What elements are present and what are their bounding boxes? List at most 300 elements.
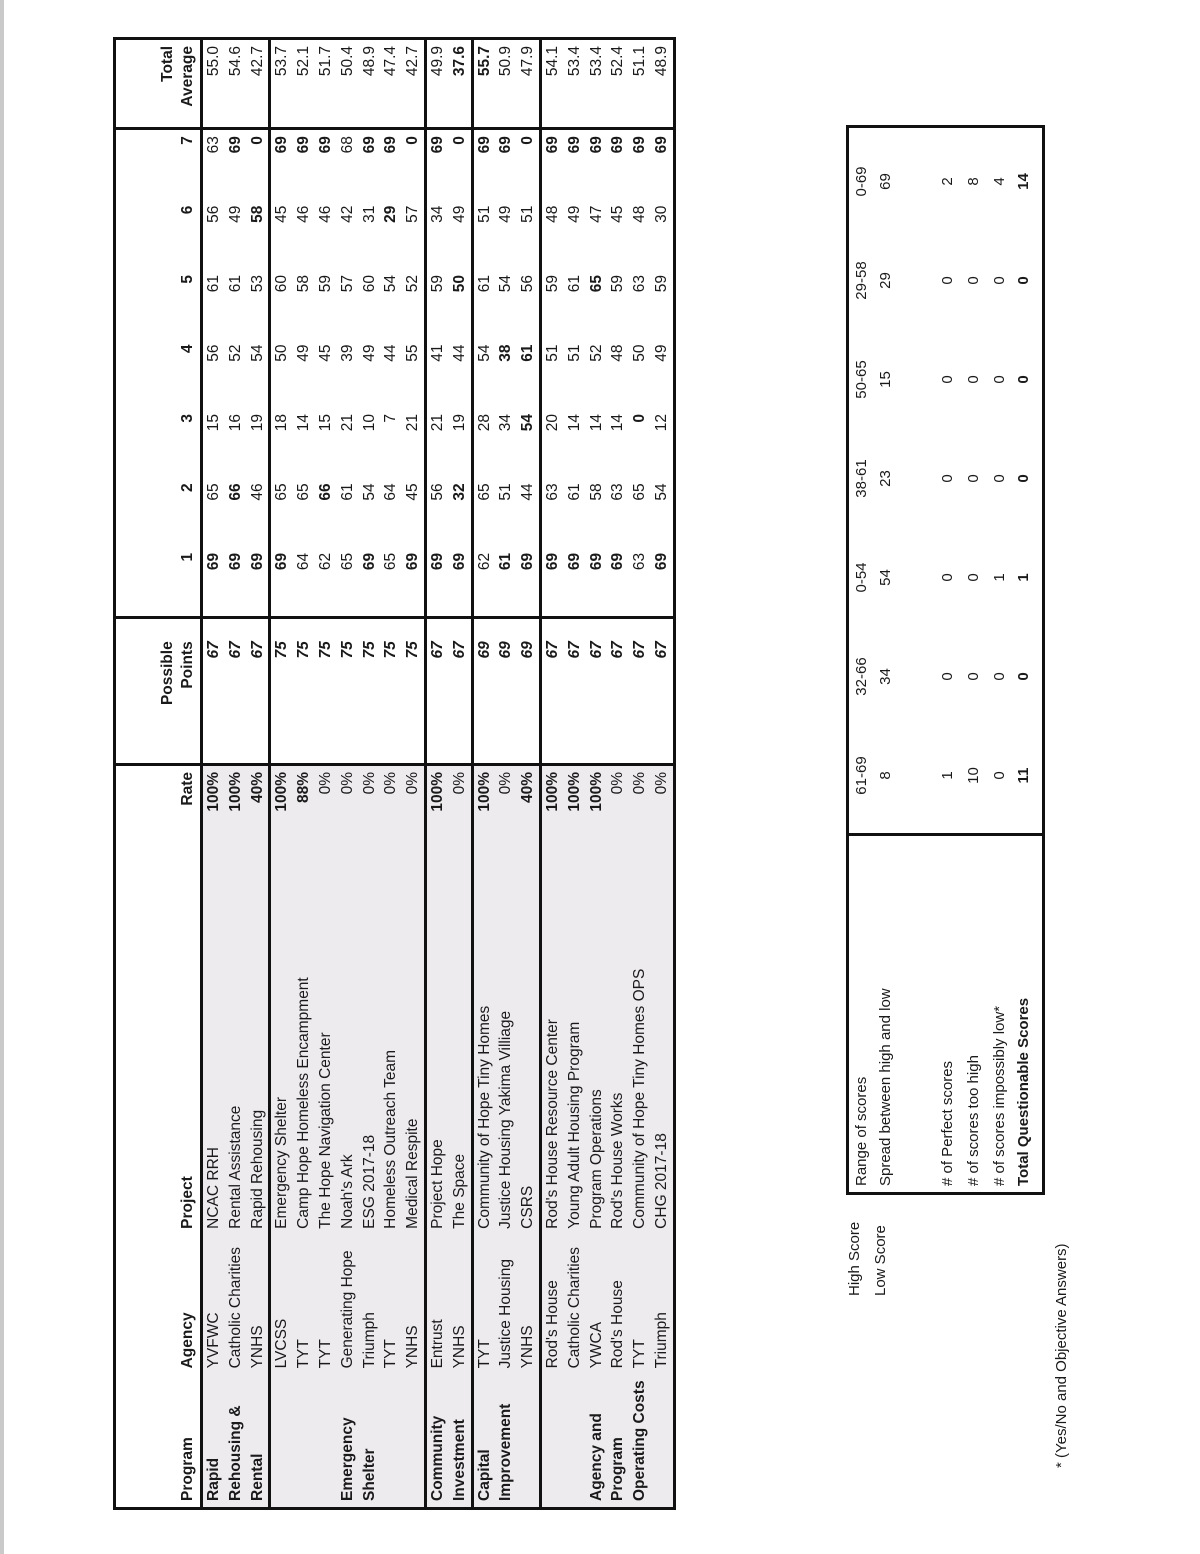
table-row — [495, 39, 517, 1509]
score-6-cell: 47 — [587, 205, 605, 223]
project-cell: Noah's Ark — [337, 923, 359, 1235]
score-3-cell: 14 — [587, 413, 605, 432]
score-1-cell: 69 — [425, 547, 448, 618]
project-cell: Emergency Shelter — [270, 923, 293, 1235]
score-2-cell: 51 — [497, 483, 515, 501]
high-score-label: High Score — [846, 1221, 863, 1296]
agency-cell: Rod's House — [540, 1235, 563, 1375]
table-row — [449, 39, 472, 1509]
score-7-cell: 69 — [382, 136, 400, 154]
program-cell: Rental — [247, 1374, 270, 1508]
score-4-cell: 50 — [273, 344, 291, 362]
score-2-cell: 44 — [519, 483, 537, 501]
score-2-cell: 65 — [295, 483, 313, 501]
summary-value: 0 — [1015, 474, 1032, 483]
table-row — [586, 39, 608, 1509]
score-2-cell: 65 — [631, 483, 649, 501]
program-cell: Emergency — [337, 1374, 359, 1508]
score-7-cell: 69 — [652, 136, 670, 154]
header-program: Program — [115, 1374, 202, 1508]
summary-value: 34 — [877, 668, 894, 685]
agency-cell: TYT — [293, 1235, 315, 1375]
score-5-cell: 61 — [205, 275, 222, 293]
score-5-cell: 58 — [295, 275, 313, 293]
project-cell: Rod's House Resource Center — [540, 923, 563, 1235]
summary-value: 1 — [939, 771, 956, 780]
summary-label-spread: Spread between high and low — [877, 988, 894, 1186]
agency-cell: YNHS — [247, 1235, 270, 1375]
score-5-cell: 52 — [404, 275, 422, 293]
total-average-cell: 47.9 — [517, 39, 540, 129]
score-5-cell: 61 — [475, 275, 493, 293]
agency-cell: Catholic Charities — [225, 1235, 247, 1375]
total-average-cell: 49.9 — [425, 39, 448, 129]
project-cell: Camp Hope Homeless Encampment — [293, 923, 315, 1235]
score-1-cell: 69 — [202, 547, 225, 618]
score-3-cell: 28 — [475, 413, 493, 432]
agency-cell: TYT — [315, 1235, 337, 1375]
project-cell: Justice Housing Yakima Villiage — [495, 923, 517, 1235]
score-7-cell: 0 — [248, 136, 266, 145]
score-5-cell: 59 — [609, 275, 627, 293]
project-cell: Project Hope — [425, 923, 448, 1235]
summary-value: 0 — [1015, 375, 1032, 384]
program-cell — [270, 1374, 293, 1508]
summary-value: 0 — [965, 672, 982, 681]
score-1-cell: 69 — [247, 547, 270, 618]
agency-cell: Triumph — [651, 1235, 674, 1375]
score-4-cell: 54 — [475, 344, 493, 362]
rate-cell: 100% — [202, 765, 225, 924]
score-1-cell: 69 — [517, 547, 540, 618]
total-average-cell: 53.4 — [564, 39, 586, 129]
score-4-cell: 55 — [404, 344, 422, 362]
agency-cell: YVFWC — [202, 1235, 225, 1375]
header-score-3: 3 — [115, 408, 202, 477]
score-6-cell: 34 — [428, 205, 446, 223]
score-6-cell: 46 — [295, 205, 313, 223]
summary-label-range: Range of scores — [853, 1076, 870, 1186]
summary-value: 1 — [991, 573, 1008, 582]
score-4-cell: 49 — [652, 344, 670, 362]
score-6-cell: 29 — [382, 205, 400, 223]
table-row — [472, 39, 495, 1509]
agency-cell: TYT — [472, 1235, 495, 1375]
table-row — [225, 39, 247, 1509]
rate-cell: 0% — [359, 765, 381, 924]
score-1-cell: 69 — [586, 547, 608, 618]
score-4-cell: 61 — [519, 344, 537, 362]
table-row — [380, 39, 402, 1509]
header-total-average — [115, 39, 202, 129]
score-1-cell: 69 — [540, 547, 563, 618]
score-4-cell: 45 — [316, 344, 334, 362]
header-score-6: 6 — [115, 200, 202, 269]
possible-points-cell: 75 — [337, 618, 359, 765]
summary-value: 0 — [991, 276, 1008, 285]
score-4-cell: 54 — [248, 344, 266, 362]
summary-row-total-questionable — [1013, 132, 1035, 825]
project-cell: NCAC RRH — [202, 923, 225, 1235]
header-score-4: 4 — [115, 338, 202, 407]
possible-points-cell: 69 — [495, 618, 517, 765]
table-row — [651, 39, 674, 1509]
rate-cell: 0% — [607, 765, 629, 924]
summary-labels — [849, 833, 1042, 1192]
summary-value: 0 — [991, 474, 1008, 483]
score-1-cell: 69 — [270, 547, 293, 618]
rate-cell: 100% — [540, 765, 563, 924]
table-row — [607, 39, 629, 1509]
project-cell: Community of Hope Tiny Homes — [472, 923, 495, 1235]
score-2-cell: 66 — [316, 483, 334, 501]
score-7-cell: 69 — [587, 136, 605, 154]
summary-label-total-questionable: Total Questionable Scores — [1015, 997, 1032, 1186]
summary-value: 0 — [939, 276, 956, 285]
rate-cell: 40% — [247, 765, 270, 924]
score-5-cell: 63 — [631, 275, 649, 293]
score-6-cell: 49 — [226, 205, 244, 223]
summary-value: 0 — [965, 276, 982, 285]
total-average-cell: 42.7 — [247, 39, 270, 129]
score-2-cell: 66 — [226, 483, 244, 501]
score-7-cell: 69 — [295, 136, 313, 154]
score-7-cell: 0 — [519, 136, 537, 145]
summary-value: 0 — [965, 474, 982, 483]
possible-points-cell: 75 — [380, 618, 402, 765]
score-7-cell: 69 — [316, 136, 334, 154]
table-row — [315, 39, 337, 1509]
score-3-cell: 19 — [450, 413, 468, 432]
project-cell: Homeless Outreach Team — [380, 923, 402, 1235]
score-6-cell: 49 — [565, 205, 583, 223]
score-1-cell: 69 — [449, 547, 472, 618]
table-row — [425, 39, 448, 1509]
summary-value: 1 — [1015, 573, 1032, 582]
score-3-cell: 34 — [497, 413, 515, 432]
score-7-cell: 69 — [273, 136, 291, 154]
project-cell: Rapid Rehousing — [247, 923, 270, 1235]
total-average-cell: 55.7 — [472, 39, 495, 129]
score-1-cell: 64 — [293, 547, 315, 618]
program-cell: Investment — [449, 1374, 472, 1508]
score-3-cell: 14 — [565, 413, 583, 432]
score-5-cell: 50 — [450, 275, 468, 293]
score-3-cell: 15 — [205, 413, 222, 432]
score-3-cell: 16 — [226, 413, 244, 432]
project-cell: Program Operations — [586, 923, 608, 1235]
score-3-cell: 10 — [360, 413, 378, 432]
score-6-cell: 48 — [631, 205, 649, 223]
score-6-cell: 30 — [652, 205, 670, 223]
score-4-cell: 51 — [543, 344, 561, 362]
total-average-cell: 52.4 — [607, 39, 629, 129]
agency-cell: LVCSS — [270, 1235, 293, 1375]
summary-value: 2 — [939, 177, 956, 186]
agency-cell: YNHS — [449, 1235, 472, 1375]
agency-cell: Rod's House — [607, 1235, 629, 1375]
possible-points-cell: 75 — [359, 618, 381, 765]
program-group — [270, 39, 426, 1509]
summary-value: 54 — [877, 569, 894, 586]
score-4-cell: 50 — [631, 344, 649, 362]
rate-cell: 100% — [564, 765, 586, 924]
score-7-cell: 63 — [205, 136, 222, 154]
table-row — [629, 39, 651, 1509]
summary-value: 0 — [991, 375, 1008, 384]
score-4-cell: 44 — [450, 344, 468, 362]
agency-cell: YWCA — [586, 1235, 608, 1375]
summary-value: 8 — [877, 771, 894, 780]
score-1-cell: 62 — [472, 547, 495, 618]
score-6-cell: 57 — [404, 205, 422, 223]
agency-cell: Generating Hope — [337, 1235, 359, 1375]
summary-value: 0-69 — [853, 166, 870, 197]
score-3-cell: 54 — [519, 413, 537, 432]
agency-cell: TYT — [629, 1235, 651, 1375]
score-5-cell: 53 — [248, 275, 266, 293]
rate-cell: 100% — [270, 765, 293, 924]
score-2-cell: 58 — [587, 483, 605, 501]
summary-row-perfect — [937, 132, 959, 825]
score-2-cell: 65 — [475, 483, 493, 501]
score-7-cell: 68 — [338, 136, 356, 154]
summary-value: 10 — [965, 767, 982, 784]
score-6-cell: 48 — [543, 205, 561, 223]
score-4-cell: 56 — [205, 344, 222, 362]
score-3-cell: 20 — [543, 413, 561, 432]
score-1-cell: 62 — [315, 547, 337, 618]
summary-value: 0 — [965, 375, 982, 384]
summary-value: 8 — [965, 177, 982, 186]
score-6-cell: 45 — [609, 205, 627, 223]
project-cell: CHG 2017-18 — [651, 923, 674, 1235]
summary-value: 0 — [1015, 276, 1032, 285]
total-average-cell: 51.1 — [629, 39, 651, 129]
program-cell: Operating Costs — [629, 1374, 651, 1508]
score-6-cell: 51 — [475, 205, 493, 223]
program-cell: Rapid — [202, 1374, 225, 1508]
agency-cell: TYT — [380, 1235, 402, 1375]
total-average-cell: 42.7 — [402, 39, 425, 129]
score-7-cell: 69 — [631, 136, 649, 154]
summary-value: 29-58 — [853, 261, 870, 300]
possible-points-cell: 67 — [449, 618, 472, 765]
table-row — [247, 39, 270, 1509]
header-score-1: 1 — [115, 547, 202, 618]
score-2-cell: 63 — [543, 483, 561, 501]
score-2-cell: 61 — [565, 483, 583, 501]
score-5-cell: 60 — [273, 275, 291, 293]
score-5-cell: 56 — [519, 275, 537, 293]
score-4-cell: 49 — [295, 344, 313, 362]
table-row — [270, 39, 293, 1509]
score-2-cell: 46 — [248, 483, 266, 501]
score-6-cell: 49 — [497, 205, 515, 223]
score-6-cell: 46 — [316, 205, 334, 223]
possible-points-cell: 75 — [293, 618, 315, 765]
score-3-cell: 18 — [273, 413, 291, 432]
summary-label-perfect: # of Perfect scores — [939, 1060, 956, 1186]
summary-value: 0 — [939, 474, 956, 483]
summary-row-spread — [875, 132, 897, 825]
score-5-cell: 57 — [338, 275, 356, 293]
summary-value: 38-61 — [853, 459, 870, 498]
possible-points-cell: 67 — [425, 618, 448, 765]
score-2-cell: 64 — [382, 483, 400, 501]
summary-row-impossibly-low — [989, 132, 1011, 825]
agency-cell: Entrust — [425, 1235, 448, 1375]
score-6-cell: 45 — [273, 205, 291, 223]
program-cell — [293, 1374, 315, 1508]
total-average-cell: 48.9 — [359, 39, 381, 129]
score-4-cell: 48 — [609, 344, 627, 362]
score-5-cell: 59 — [543, 275, 561, 293]
header-row — [115, 39, 202, 1509]
score-5-cell: 59 — [428, 275, 446, 293]
program-group — [472, 39, 540, 1509]
program-cell: Improvement — [495, 1374, 517, 1508]
total-average-cell: 37.6 — [449, 39, 472, 129]
total-average-cell: 55.0 — [202, 39, 225, 129]
header-project: Project — [115, 923, 202, 1235]
agency-cell: YNHS — [402, 1235, 425, 1375]
total-average-cell: 54.1 — [540, 39, 563, 129]
score-5-cell: 54 — [497, 275, 515, 293]
possible-points-cell: 67 — [202, 618, 225, 765]
table-row — [359, 39, 381, 1509]
rate-cell: 0% — [651, 765, 674, 924]
summary-value: 0 — [1015, 672, 1032, 681]
header-score-7: 7 — [115, 129, 202, 200]
footnote: * (Yes/No and Objective Answers) — [1053, 1243, 1070, 1468]
program-cell — [402, 1374, 425, 1508]
total-average-cell: 50.4 — [337, 39, 359, 129]
score-1-cell: 65 — [380, 547, 402, 618]
score-5-cell: 54 — [382, 275, 400, 293]
program-cell — [564, 1374, 586, 1508]
project-cell: Rod's House Works — [607, 923, 629, 1235]
table-row — [564, 39, 586, 1509]
score-5-cell: 65 — [587, 275, 605, 293]
score-7-cell: 69 — [428, 136, 446, 154]
score-1-cell: 69 — [564, 547, 586, 618]
summary-value: 0 — [939, 573, 956, 582]
score-2-cell: 32 — [450, 483, 468, 501]
rate-cell: 0% — [380, 765, 402, 924]
rate-cell: 0% — [315, 765, 337, 924]
possible-points-cell: 67 — [540, 618, 563, 765]
header-agency: Agency — [115, 1235, 202, 1375]
program-cell: Rehousing & — [225, 1374, 247, 1508]
summary-value: 69 — [877, 173, 894, 190]
score-2-cell: 65 — [273, 483, 291, 501]
summary-value: 50-65 — [853, 360, 870, 399]
summary-value: 4 — [991, 177, 1008, 186]
rate-cell: 100% — [225, 765, 247, 924]
score-3-cell: 14 — [609, 413, 627, 432]
table-row — [293, 39, 315, 1509]
header-total-line1: Total — [159, 46, 177, 82]
summary-values — [849, 128, 1042, 833]
score-2-cell: 56 — [428, 483, 446, 501]
score-6-cell: 42 — [338, 205, 356, 223]
score-5-cell: 59 — [316, 275, 334, 293]
summary-value: 0 — [991, 771, 1008, 780]
summary-value: 32-66 — [853, 657, 870, 696]
program-cell: Shelter — [359, 1374, 381, 1508]
rate-cell: 0% — [337, 765, 359, 924]
rate-cell: 100% — [472, 765, 495, 924]
total-average-cell: 52.1 — [293, 39, 315, 129]
score-7-cell: 0 — [404, 136, 422, 145]
score-4-cell: 49 — [360, 344, 378, 362]
rate-cell: 40% — [517, 765, 540, 924]
score-6-cell: 56 — [205, 205, 222, 223]
agency-cell: Justice Housing — [495, 1235, 517, 1375]
score-1-cell: 65 — [337, 547, 359, 618]
table-row — [540, 39, 563, 1509]
project-cell: The Hope Navigation Center — [315, 923, 337, 1235]
project-cell: Community of Hope Tiny Homes OPS — [629, 923, 651, 1235]
score-3-cell: 15 — [316, 413, 334, 432]
low-score-label: Low Score — [872, 1225, 889, 1296]
summary-box — [846, 125, 1045, 1195]
rate-cell: 100% — [425, 765, 448, 924]
summary-value: 0 — [991, 672, 1008, 681]
summary-value: 61-69 — [853, 756, 870, 795]
score-3-cell: 21 — [404, 413, 422, 432]
project-cell: Young Adult Housing Program — [564, 923, 586, 1235]
score-1-cell: 69 — [225, 547, 247, 618]
program-cell: Community — [425, 1374, 448, 1508]
score-1-cell: 69 — [359, 547, 381, 618]
score-6-cell: 58 — [248, 205, 266, 223]
summary-value: 23 — [877, 470, 894, 487]
possible-points-cell: 67 — [225, 618, 247, 765]
possible-points-cell: 67 — [607, 618, 629, 765]
score-7-cell: 69 — [226, 136, 244, 154]
summary-value: 11 — [1015, 767, 1032, 784]
score-4-cell: 51 — [565, 344, 583, 362]
program-cell: Capital — [472, 1374, 495, 1508]
score-7-cell: 69 — [360, 136, 378, 154]
total-average-cell: 51.7 — [315, 39, 337, 129]
possible-points-cell: 67 — [651, 618, 674, 765]
possible-points-cell: 67 — [247, 618, 270, 765]
possible-points-cell: 75 — [270, 618, 293, 765]
score-5-cell: 61 — [226, 275, 244, 293]
possible-points-cell: 67 — [564, 618, 586, 765]
score-6-cell: 31 — [360, 205, 378, 223]
score-3-cell: 21 — [428, 413, 446, 432]
summary-value: 0 — [939, 672, 956, 681]
program-cell — [540, 1374, 563, 1508]
total-average-cell: 48.9 — [651, 39, 674, 129]
score-7-cell: 69 — [475, 136, 493, 154]
program-cell — [517, 1374, 540, 1508]
program-cell: Agency and — [586, 1374, 608, 1508]
score-1-cell: 69 — [651, 547, 674, 618]
rate-cell: 0% — [495, 765, 517, 924]
agency-cell: Catholic Charities — [564, 1235, 586, 1375]
program-cell: Program — [607, 1374, 629, 1508]
possible-points-cell: 69 — [517, 618, 540, 765]
rate-cell: 0% — [449, 765, 472, 924]
score-5-cell: 59 — [652, 275, 670, 293]
program-group — [540, 39, 674, 1509]
score-7-cell: 69 — [609, 136, 627, 154]
